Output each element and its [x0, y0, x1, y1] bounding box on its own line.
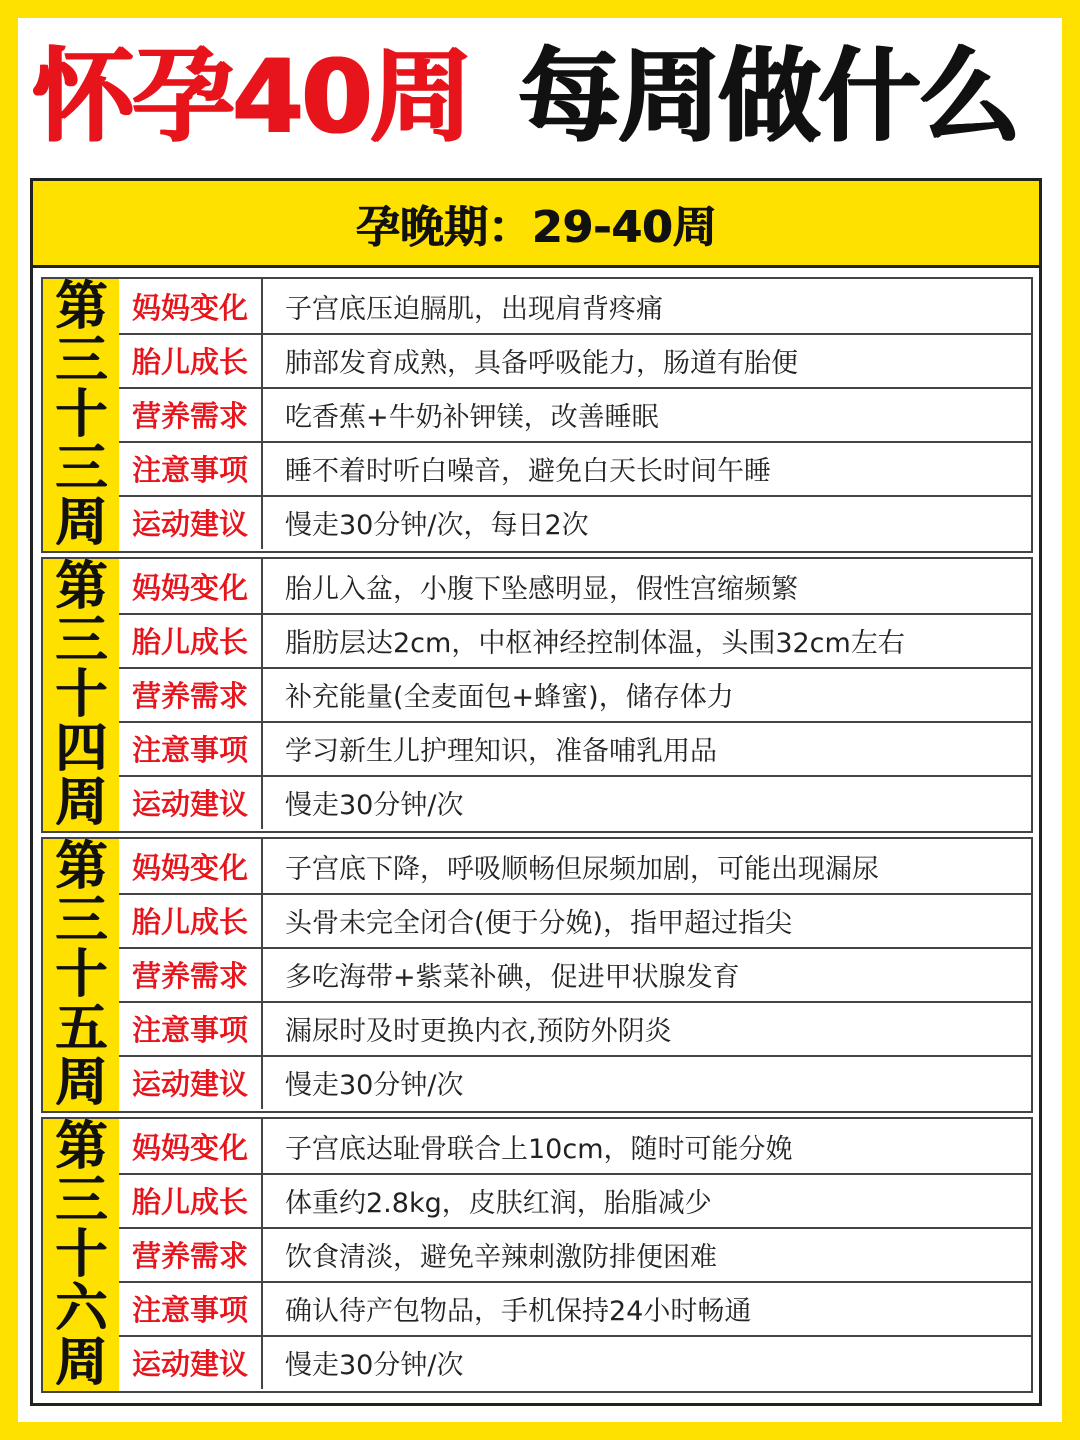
week-label — [43, 839, 119, 1111]
row-value: 补充能量(全麦面包+蜂蜜)，储存体力 — [285, 681, 734, 713]
row-category: 运动建议 — [119, 495, 263, 549]
week-label-char: 三 — [54, 891, 107, 951]
row-category: 胎儿成长 — [119, 333, 263, 387]
row-value: 体重约2.8kg，皮肤红润，胎脂减少 — [285, 1187, 712, 1219]
row-category: 营养需求 — [119, 947, 263, 1001]
week-label-char: 六 — [54, 1279, 107, 1339]
week-label-char: 周 — [54, 1333, 107, 1393]
week-label-char: 第 — [54, 837, 107, 897]
week-label-char: 三 — [54, 439, 107, 499]
week-label — [43, 1119, 119, 1391]
table-row — [119, 279, 1031, 335]
week-label-char: 第 — [54, 557, 107, 617]
week-label-char: 周 — [54, 1053, 107, 1113]
table-row — [119, 1055, 1031, 1109]
row-value: 胎儿入盆，小腹下坠感明显，假性宫缩频繁 — [285, 573, 798, 605]
row-value: 子宫底下降，呼吸顺畅但尿频加剧，可能出现漏尿 — [285, 853, 879, 885]
period-header — [33, 181, 1039, 268]
week-label-char: 三 — [54, 1171, 107, 1231]
row-category: 运动建议 — [119, 775, 263, 829]
row-value: 饮食清淡，避免辛辣刺激防排便困难 — [285, 1241, 717, 1273]
row-category: 营养需求 — [119, 667, 263, 721]
week-block-34 — [41, 557, 1033, 833]
row-value: 脂肪层达2cm，中枢神经控制体温，头围32cm左右 — [285, 627, 905, 659]
week-label-char: 十 — [54, 665, 107, 725]
row-category: 妈妈变化 — [119, 279, 263, 333]
table-row — [119, 1281, 1031, 1337]
table-row — [119, 893, 1031, 949]
row-category: 注意事项 — [119, 441, 263, 495]
week-label-char: 第 — [54, 277, 107, 337]
week-label-char: 十 — [54, 945, 107, 1005]
week-label-char: 周 — [54, 493, 107, 553]
row-category: 胎儿成长 — [119, 1173, 263, 1227]
period-header-text: 孕晚期：29-40周 — [355, 202, 717, 253]
row-value: 慢走30分钟/次 — [285, 1069, 464, 1101]
content-frame — [30, 178, 1042, 1406]
row-value: 学习新生儿护理知识，准备哺乳用品 — [285, 735, 717, 767]
table-row — [119, 1335, 1031, 1389]
row-value: 肺部发育成熟，具备呼吸能力，肠道有胎便 — [285, 347, 798, 379]
row-category: 胎儿成长 — [119, 893, 263, 947]
title-red: 怀孕40周 — [32, 38, 470, 157]
table-row — [119, 387, 1031, 443]
week-label-char: 三 — [54, 611, 107, 671]
row-value: 睡不着时听白噪音，避免白天长时间午睡 — [285, 455, 771, 487]
week-label-char: 十 — [54, 385, 107, 445]
row-value: 漏尿时及时更换内衣,预防外阴炎 — [285, 1015, 672, 1047]
title-row — [18, 18, 1062, 178]
table-row — [119, 613, 1031, 669]
week-block-33 — [41, 277, 1033, 553]
table-row — [119, 947, 1031, 1003]
table-row — [119, 1001, 1031, 1057]
week-label-char: 周 — [54, 773, 107, 833]
table-row — [119, 1119, 1031, 1175]
row-value: 确认待产包物品，手机保持24小时畅通 — [285, 1295, 752, 1327]
row-value: 头骨未完全闭合(便于分娩)，指甲超过指尖 — [285, 907, 793, 939]
week-rows — [119, 559, 1031, 831]
week-rows — [119, 279, 1031, 551]
row-category: 妈妈变化 — [119, 559, 263, 613]
table-row — [119, 559, 1031, 615]
row-value: 吃香蕉+牛奶补钾镁，改善睡眠 — [285, 401, 659, 433]
week-label — [43, 279, 119, 551]
table-row — [119, 721, 1031, 777]
table-row — [119, 495, 1031, 549]
page — [18, 18, 1062, 1422]
table-row — [119, 839, 1031, 895]
table-row — [119, 775, 1031, 829]
week-rows — [119, 1119, 1031, 1391]
week-label-char: 五 — [54, 999, 107, 1059]
table-row — [119, 333, 1031, 389]
row-value: 多吃海带+紫菜补碘，促进甲状腺发育 — [285, 961, 740, 993]
row-category: 运动建议 — [119, 1335, 263, 1389]
week-label-char: 三 — [54, 331, 107, 391]
week-label-char: 十 — [54, 1225, 107, 1285]
title-black: 每周做什么 — [518, 38, 1018, 157]
week-block-35 — [41, 837, 1033, 1113]
row-category: 运动建议 — [119, 1055, 263, 1109]
week-label-char: 四 — [54, 719, 107, 779]
row-value: 子宫底达耻骨联合上10cm，随时可能分娩 — [285, 1133, 793, 1165]
week-rows — [119, 839, 1031, 1111]
week-label — [43, 559, 119, 831]
row-category: 胎儿成长 — [119, 613, 263, 667]
table-row — [119, 667, 1031, 723]
row-category: 妈妈变化 — [119, 1119, 263, 1173]
table-row — [119, 441, 1031, 497]
row-value: 慢走30分钟/次，每日2次 — [285, 509, 589, 541]
row-category: 营养需求 — [119, 387, 263, 441]
week-block-36 — [41, 1117, 1033, 1393]
row-value: 子宫底压迫膈肌，出现肩背疼痛 — [285, 293, 663, 325]
row-category: 妈妈变化 — [119, 839, 263, 893]
table-row — [119, 1227, 1031, 1283]
table-row — [119, 1173, 1031, 1229]
row-category: 注意事项 — [119, 1281, 263, 1335]
week-label-char: 第 — [54, 1117, 107, 1177]
row-category: 注意事项 — [119, 721, 263, 775]
row-category: 营养需求 — [119, 1227, 263, 1281]
row-category: 注意事项 — [119, 1001, 263, 1055]
row-value: 慢走30分钟/次 — [285, 1349, 464, 1381]
row-value: 慢走30分钟/次 — [285, 789, 464, 821]
